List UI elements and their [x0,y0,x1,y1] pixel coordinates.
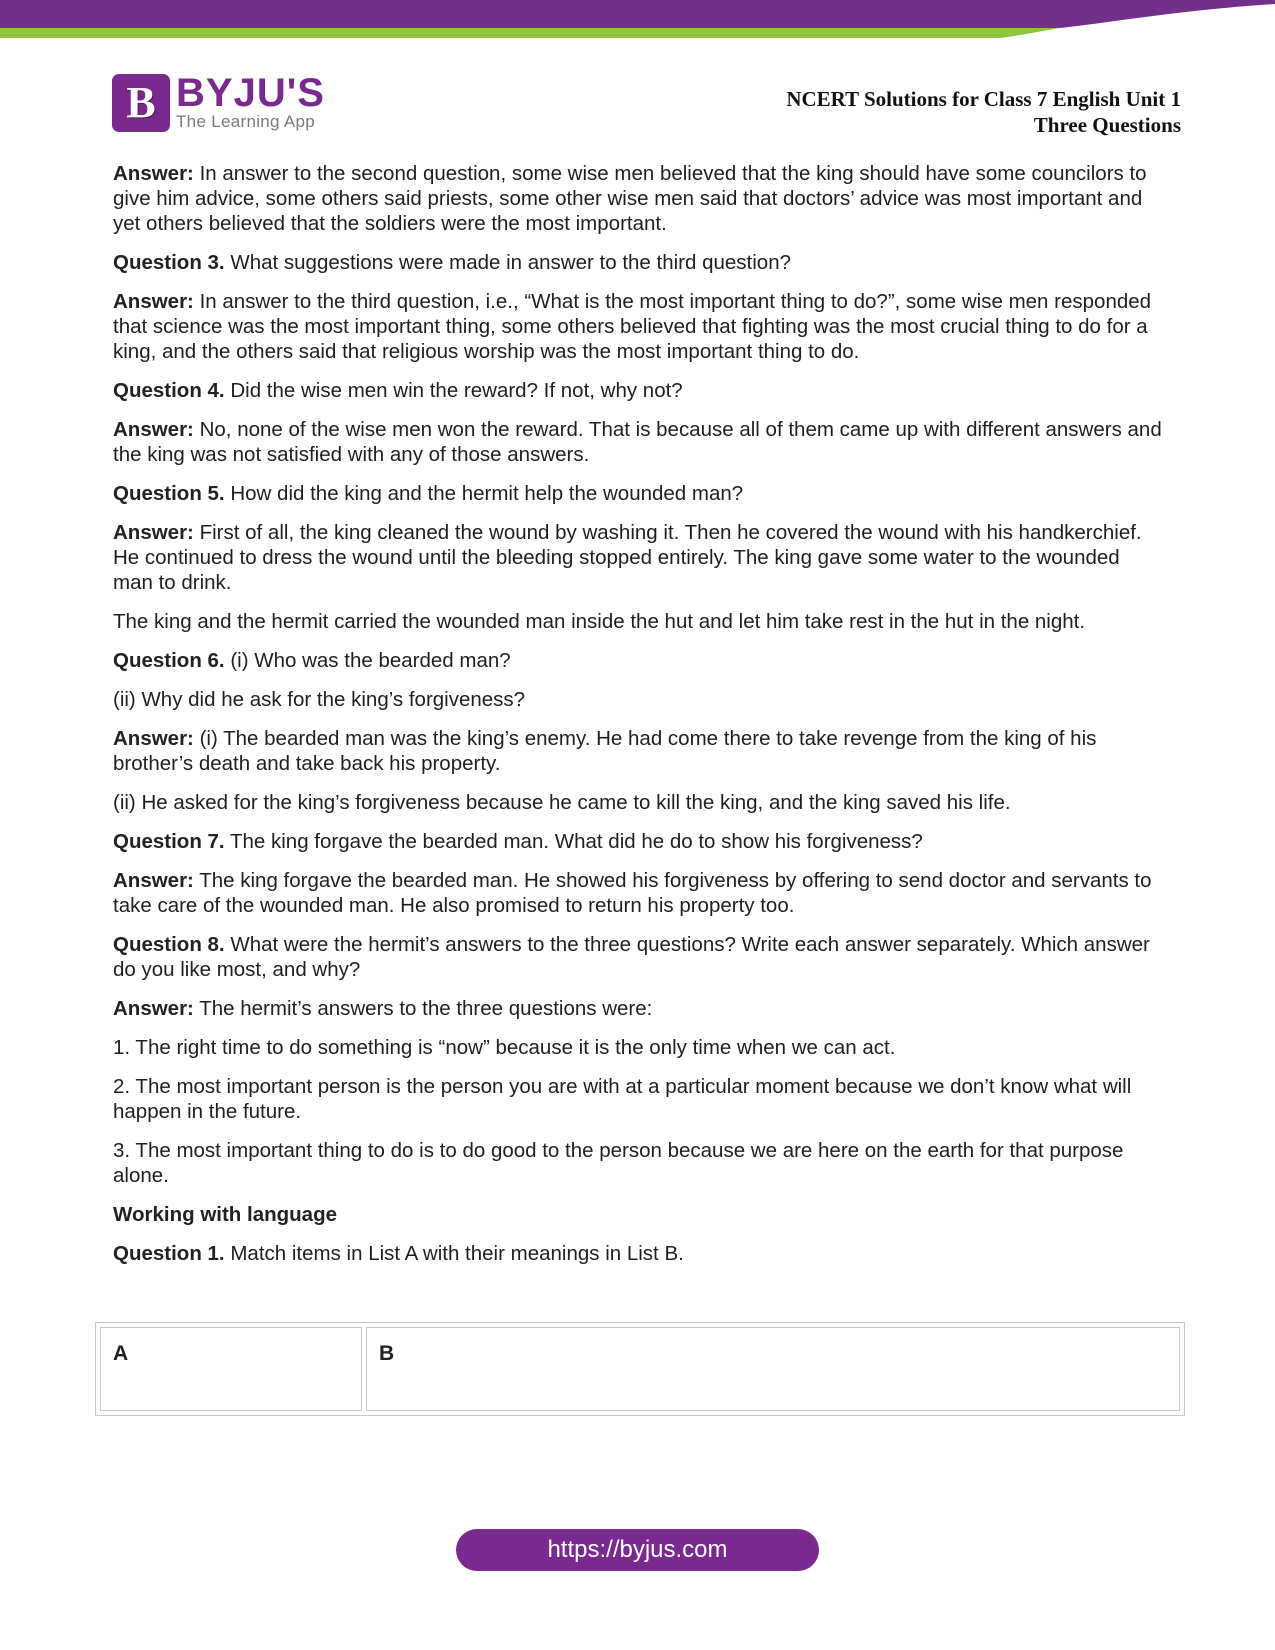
paragraph-text: (i) The bearded man was the king’s enemy. He had come there to take revenge from the king of his brother’s death and take back his property. [113,727,1097,775]
paragraph-text: Did the wise men win the reward? If not, why not? [230,379,683,402]
content-paragraph [113,726,1163,776]
paragraph-label: Answer: [113,869,194,892]
paragraph-label: Question 5. [113,482,225,505]
paragraph-text: The hermit’s answers to the three questions were: [199,997,653,1020]
content-paragraph [113,250,1163,275]
match-table [95,1322,1185,1416]
content-paragraph [113,687,1163,712]
paragraph-label: Answer: [113,521,194,544]
paragraph-text: No, none of the wise men won the reward. That is because all of them came up with different answers and the king was not satisfied with any of those answers. [113,418,1162,466]
logo-tagline: The Learning App [176,112,316,131]
paragraph-text: What were the hermit’s answers to the three questions? Write each answer separately. Which answer do you like most, and why? [113,933,1150,981]
content-paragraph [113,932,1163,982]
paragraph-text: The king forgave the bearded man. What did he do to show his forgiveness? [229,830,923,853]
paragraph-label: Question 8. [113,933,225,956]
content-paragraph [113,1241,1163,1266]
document-body [113,161,1163,1280]
content-paragraph [113,829,1163,854]
content-paragraph [113,520,1163,595]
paragraph-text: First of all, the king cleaned the wound by washing it. Then he covered the wound with his handkerchief. He continued to dress the wound until the bleeding stopped entirely. The king gave some water to the wounded man to drink. [113,521,1142,594]
logo-brand-name: BYJU'S [176,71,325,115]
paragraph-label: Answer: [113,727,194,750]
paragraph-label: Question 6. [113,649,225,672]
paragraph-text: How did the king and the hermit help the wounded man? [230,482,744,505]
paragraph-text: What suggestions were made in answer to the third question? [230,251,791,274]
byjus-logo-mark [112,74,170,132]
top-decorative-band [0,0,1275,50]
paragraph-label: Answer: [113,418,194,441]
content-paragraph [113,289,1163,364]
content-paragraph [113,378,1163,403]
content-paragraph [113,996,1163,1021]
paragraph-text: 2. The most important person is the person you are with at a particular moment because we don’t know what will happen in the future. [113,1075,1132,1123]
paragraph-text: (ii) Why did he ask for the king’s forgiveness? [113,688,526,711]
paragraph-label: Working with language [113,1203,337,1226]
paragraph-text: In answer to the second question, some wise men believed that the king should have some councilors to give him advice, some others said priests, some other wise men said that doctors’ advice was most important and yet others believed that the soldiers were the most important. [113,162,1147,235]
content-paragraph [113,161,1163,236]
content-paragraph [113,1035,1163,1060]
paragraph-label: Answer: [113,290,194,313]
content-paragraph [113,481,1163,506]
paragraph-text: The king and the hermit carried the wounded man inside the hut and let him take rest in the hut in the night. [113,610,1086,633]
paragraph-label: Question 4. [113,379,225,402]
content-paragraph [113,1074,1163,1124]
paragraph-text: In answer to the third question, i.e., “What is the most important thing to do?”, some wise men responded that science was the most important thing, some others believed that fighting was the most crucial thing to do for a king, and the others said that religious worship was the most important thing to do. [113,290,1152,363]
paragraph-label: Question 7. [113,830,225,853]
document-header-title [786,86,1181,138]
footer-url-link[interactable]: https://byjus.com [456,1529,819,1571]
paragraph-label: Answer: [113,162,194,185]
content-paragraph [113,868,1163,918]
paragraph-text: Match items in List A with their meanings in List B. [230,1242,684,1265]
content-paragraph [113,417,1163,467]
content-paragraph [113,790,1163,815]
table-header-col-b: B [366,1327,1180,1411]
paragraph-label: Question 3. [113,251,225,274]
paragraph-text: 1. The right time to do something is “now” because it is the only time when we can act. [113,1036,896,1059]
table-header-col-a: A [100,1327,362,1411]
paragraph-text: 3. The most important thing to do is to do good to the person because we are here on the earth for that purpose alone. [113,1139,1124,1187]
header-line-2: Three Questions [1033,113,1181,137]
paragraph-text: (i) Who was the bearded man? [230,649,511,672]
paragraph-text: (ii) He asked for the king’s forgiveness because he came to kill the king, and the king saved his life. [113,791,1011,814]
byjus-logo [112,71,325,132]
paragraph-label: Answer: [113,997,194,1020]
content-paragraph [113,1138,1163,1188]
logo-mark-letter: B [126,78,156,127]
paragraph-label: Question 1. [113,1242,225,1265]
header-line-1: NCERT Solutions for Class 7 English Unit 1 [786,87,1181,111]
content-paragraph [113,1202,1163,1227]
paragraph-text: The king forgave the bearded man. He showed his forgiveness by offering to send doctor and servants to take care of the wounded man. He also promised to return his property too. [113,869,1152,917]
content-paragraph [113,609,1163,634]
content-paragraph [113,648,1163,673]
